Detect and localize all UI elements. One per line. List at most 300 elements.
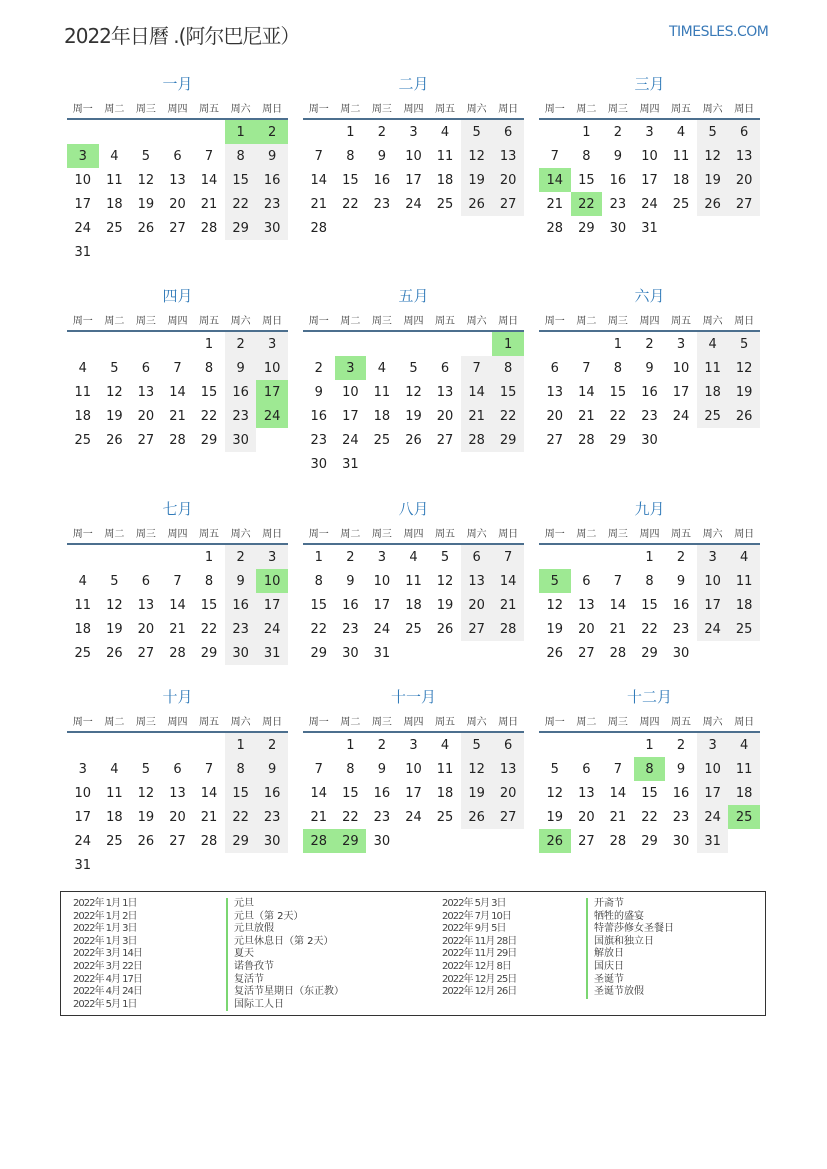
day-cell[interactable]: 23: [256, 192, 288, 216]
day-cell[interactable]: 2: [225, 544, 257, 569]
day-cell[interactable]: 20: [492, 168, 524, 192]
day-cell[interactable]: 22: [571, 192, 603, 216]
day-cell[interactable]: 20: [461, 593, 493, 617]
day-cell[interactable]: 27: [137, 432, 155, 448]
day-cell[interactable]: 26: [539, 829, 571, 853]
day-cell[interactable]: 28: [200, 833, 218, 849]
day-cell[interactable]: 6: [492, 732, 524, 757]
day-cell[interactable]: 13: [492, 144, 524, 168]
day-cell[interactable]: 18: [106, 809, 123, 825]
day-cell[interactable]: 26: [546, 645, 564, 661]
day-cell[interactable]: 16: [672, 785, 690, 801]
day-cell[interactable]: 13: [461, 569, 493, 593]
day-cell[interactable]: 16: [641, 384, 658, 400]
day-cell[interactable]: 10: [697, 569, 729, 593]
day-cell[interactable]: 17: [697, 781, 729, 805]
day-cell[interactable]: 29: [225, 829, 257, 853]
day-cell[interactable]: 27: [461, 617, 493, 641]
day-cell[interactable]: 25: [697, 404, 729, 428]
day-cell[interactable]: 9: [225, 356, 257, 380]
day-cell[interactable]: 8: [492, 356, 524, 380]
day-cell[interactable]: 19: [405, 408, 422, 424]
day-cell[interactable]: 14: [200, 785, 218, 801]
day-cell[interactable]: 27: [169, 833, 186, 849]
day-cell[interactable]: 9: [346, 573, 355, 589]
day-cell[interactable]: 23: [373, 809, 391, 825]
day-cell[interactable]: 30: [310, 456, 328, 472]
day-cell[interactable]: 2: [676, 549, 686, 565]
day-cell[interactable]: 26: [728, 404, 760, 428]
day-cell[interactable]: 13: [137, 597, 155, 613]
day-cell[interactable]: 7: [173, 573, 182, 589]
day-cell[interactable]: 8: [582, 148, 591, 164]
day-cell[interactable]: 12: [697, 144, 729, 168]
day-cell[interactable]: 17: [256, 593, 288, 617]
day-cell[interactable]: 30: [225, 641, 257, 665]
day-cell[interactable]: 9: [676, 573, 686, 589]
day-cell[interactable]: 16: [373, 172, 391, 188]
day-cell[interactable]: 9: [645, 360, 654, 376]
day-cell[interactable]: 8: [634, 757, 666, 781]
day-cell[interactable]: 5: [409, 360, 418, 376]
day-cell[interactable]: 5: [141, 761, 151, 777]
day-cell[interactable]: 16: [256, 781, 288, 805]
day-cell[interactable]: 2: [377, 124, 387, 140]
day-cell[interactable]: 18: [405, 597, 422, 613]
day-cell[interactable]: 22: [225, 192, 257, 216]
day-cell[interactable]: 3: [256, 331, 288, 356]
day-cell[interactable]: 5: [550, 761, 559, 777]
day-cell[interactable]: 19: [461, 168, 493, 192]
day-cell[interactable]: 3: [697, 732, 729, 757]
day-cell[interactable]: 6: [492, 119, 524, 144]
day-cell[interactable]: 1: [582, 124, 591, 140]
day-cell[interactable]: 11: [728, 569, 760, 593]
day-cell[interactable]: 22: [342, 809, 359, 825]
day-cell[interactable]: 27: [492, 805, 524, 829]
day-cell[interactable]: 5: [440, 549, 450, 565]
day-cell[interactable]: 25: [74, 432, 92, 448]
day-cell[interactable]: 21: [169, 408, 186, 424]
day-cell[interactable]: 26: [137, 220, 155, 236]
day-cell[interactable]: 20: [137, 408, 155, 424]
day-cell[interactable]: 9: [613, 148, 623, 164]
day-cell[interactable]: 24: [373, 621, 391, 637]
day-cell[interactable]: 24: [256, 404, 288, 428]
day-cell[interactable]: 7: [492, 544, 524, 569]
day-cell[interactable]: 25: [672, 196, 690, 212]
day-cell[interactable]: 25: [106, 220, 123, 236]
day-cell[interactable]: 11: [728, 757, 760, 781]
day-cell[interactable]: 31: [641, 220, 658, 236]
day-cell[interactable]: 23: [256, 805, 288, 829]
day-cell[interactable]: 28: [578, 432, 595, 448]
day-cell[interactable]: 28: [169, 645, 186, 661]
day-cell[interactable]: 20: [578, 621, 595, 637]
day-cell[interactable]: 3: [335, 356, 367, 380]
day-cell[interactable]: 15: [342, 172, 359, 188]
day-cell[interactable]: 22: [200, 408, 218, 424]
day-cell[interactable]: 20: [169, 809, 186, 825]
day-cell[interactable]: 3: [67, 144, 99, 168]
day-cell[interactable]: 24: [405, 809, 422, 825]
day-cell[interactable]: 31: [74, 244, 92, 260]
day-cell[interactable]: 11: [74, 384, 92, 400]
day-cell[interactable]: 19: [106, 408, 123, 424]
day-cell[interactable]: 3: [409, 737, 418, 753]
day-cell[interactable]: 26: [106, 645, 123, 661]
day-cell[interactable]: 15: [310, 597, 328, 613]
day-cell[interactable]: 2: [314, 360, 323, 376]
day-cell[interactable]: 12: [461, 144, 493, 168]
day-cell[interactable]: 23: [225, 404, 257, 428]
day-cell[interactable]: 9: [225, 569, 257, 593]
day-cell[interactable]: 16: [225, 380, 257, 404]
day-cell[interactable]: 26: [137, 833, 155, 849]
day-cell[interactable]: 3: [256, 544, 288, 569]
day-cell[interactable]: 15: [641, 785, 658, 801]
day-cell[interactable]: 22: [200, 621, 218, 637]
day-cell[interactable]: 6: [173, 148, 182, 164]
day-cell[interactable]: 7: [314, 761, 323, 777]
day-cell[interactable]: 22: [641, 621, 658, 637]
day-cell[interactable]: 29: [225, 216, 257, 240]
day-cell[interactable]: 12: [546, 597, 564, 613]
day-cell[interactable]: 28: [546, 220, 564, 236]
day-cell[interactable]: 18: [697, 380, 729, 404]
day-cell[interactable]: 12: [436, 573, 454, 589]
day-cell[interactable]: 4: [728, 732, 760, 757]
day-cell[interactable]: 3: [377, 549, 387, 565]
day-cell[interactable]: 18: [672, 172, 690, 188]
day-cell[interactable]: 21: [200, 196, 218, 212]
day-cell[interactable]: 20: [436, 408, 454, 424]
day-cell[interactable]: 24: [74, 833, 92, 849]
day-cell[interactable]: 7: [550, 148, 559, 164]
day-cell[interactable]: 31: [74, 857, 92, 873]
day-cell[interactable]: 26: [106, 432, 123, 448]
day-cell[interactable]: 27: [169, 220, 186, 236]
day-cell[interactable]: 8: [314, 573, 323, 589]
day-cell[interactable]: 21: [492, 593, 524, 617]
day-cell[interactable]: 4: [78, 573, 87, 589]
day-cell[interactable]: 24: [697, 617, 729, 641]
day-cell[interactable]: 14: [578, 384, 595, 400]
day-cell[interactable]: 16: [342, 597, 359, 613]
day-cell[interactable]: 6: [550, 360, 559, 376]
day-cell[interactable]: 18: [728, 593, 760, 617]
day-cell[interactable]: 16: [256, 168, 288, 192]
day-cell[interactable]: 30: [256, 216, 288, 240]
day-cell[interactable]: 17: [405, 785, 422, 801]
day-cell[interactable]: 23: [225, 617, 257, 641]
day-cell[interactable]: 22: [310, 621, 328, 637]
day-cell[interactable]: 10: [256, 356, 288, 380]
day-cell[interactable]: 30: [373, 833, 391, 849]
day-cell[interactable]: 24: [697, 805, 729, 829]
day-cell[interactable]: 15: [200, 384, 218, 400]
day-cell[interactable]: 6: [440, 360, 450, 376]
day-cell[interactable]: 24: [641, 196, 658, 212]
day-cell[interactable]: 15: [225, 168, 257, 192]
day-cell[interactable]: 5: [461, 119, 493, 144]
day-cell[interactable]: 18: [106, 196, 123, 212]
day-cell[interactable]: 1: [492, 331, 524, 356]
day-cell[interactable]: 2: [256, 119, 288, 144]
day-cell[interactable]: 26: [405, 432, 422, 448]
day-cell[interactable]: 1: [314, 549, 323, 565]
day-cell[interactable]: 4: [110, 761, 119, 777]
day-cell[interactable]: 26: [697, 192, 729, 216]
day-cell[interactable]: 11: [697, 356, 729, 380]
day-cell[interactable]: 27: [436, 432, 454, 448]
day-cell[interactable]: 13: [492, 757, 524, 781]
day-cell[interactable]: 21: [609, 621, 627, 637]
day-cell[interactable]: 2: [225, 331, 257, 356]
day-cell[interactable]: 13: [436, 384, 454, 400]
day-cell[interactable]: 9: [676, 761, 686, 777]
day-cell[interactable]: 16: [672, 597, 690, 613]
day-cell[interactable]: 8: [225, 144, 257, 168]
day-cell[interactable]: 10: [74, 785, 92, 801]
day-cell[interactable]: 8: [346, 761, 355, 777]
day-cell[interactable]: 19: [546, 809, 564, 825]
day-cell[interactable]: 17: [256, 380, 288, 404]
day-cell[interactable]: 17: [342, 408, 359, 424]
day-cell[interactable]: 29: [492, 428, 524, 452]
day-cell[interactable]: 2: [676, 737, 686, 753]
day-cell[interactable]: 4: [440, 737, 450, 753]
day-cell[interactable]: 4: [377, 360, 387, 376]
day-cell[interactable]: 2: [346, 549, 355, 565]
day-cell[interactable]: 1: [346, 737, 355, 753]
day-cell[interactable]: 21: [169, 621, 186, 637]
day-cell[interactable]: 7: [204, 761, 214, 777]
day-cell[interactable]: 15: [578, 172, 595, 188]
day-cell[interactable]: 22: [609, 408, 627, 424]
day-cell[interactable]: 13: [169, 172, 186, 188]
day-cell[interactable]: 13: [137, 384, 155, 400]
day-cell[interactable]: 30: [672, 833, 690, 849]
day-cell[interactable]: 5: [461, 732, 493, 757]
day-cell[interactable]: 13: [578, 597, 595, 613]
day-cell[interactable]: 9: [377, 148, 387, 164]
day-cell[interactable]: 26: [461, 805, 493, 829]
day-cell[interactable]: 27: [728, 192, 760, 216]
day-cell[interactable]: 19: [546, 621, 564, 637]
day-cell[interactable]: 1: [346, 124, 355, 140]
day-cell[interactable]: 28: [461, 428, 493, 452]
day-cell[interactable]: 15: [492, 380, 524, 404]
day-cell[interactable]: 6: [461, 544, 493, 569]
day-cell[interactable]: 16: [609, 172, 627, 188]
day-cell[interactable]: 3: [78, 761, 87, 777]
day-cell[interactable]: 18: [728, 781, 760, 805]
day-cell[interactable]: 16: [310, 408, 328, 424]
day-cell[interactable]: 14: [200, 172, 218, 188]
day-cell[interactable]: 25: [405, 621, 422, 637]
day-cell[interactable]: 14: [609, 597, 627, 613]
day-cell[interactable]: 27: [492, 192, 524, 216]
day-cell[interactable]: 11: [74, 597, 92, 613]
day-cell[interactable]: 11: [405, 573, 422, 589]
day-cell[interactable]: 25: [728, 805, 760, 829]
day-cell[interactable]: 30: [672, 645, 690, 661]
day-cell[interactable]: 11: [436, 761, 454, 777]
day-cell[interactable]: 4: [78, 360, 87, 376]
day-cell[interactable]: 5: [110, 360, 119, 376]
day-cell[interactable]: 22: [492, 404, 524, 428]
day-cell[interactable]: 14: [310, 172, 328, 188]
day-cell[interactable]: 25: [106, 833, 123, 849]
day-cell[interactable]: 8: [645, 573, 654, 589]
day-cell[interactable]: 1: [225, 732, 257, 757]
day-cell[interactable]: 15: [225, 781, 257, 805]
day-cell[interactable]: 21: [546, 196, 564, 212]
day-cell[interactable]: 3: [676, 336, 686, 352]
day-cell[interactable]: 1: [613, 336, 623, 352]
day-cell[interactable]: 28: [303, 829, 335, 853]
day-cell[interactable]: 2: [613, 124, 623, 140]
day-cell[interactable]: 7: [461, 356, 493, 380]
day-cell[interactable]: 14: [539, 168, 571, 192]
day-cell[interactable]: 31: [342, 456, 359, 472]
day-cell[interactable]: 12: [405, 384, 422, 400]
day-cell[interactable]: 28: [310, 220, 328, 236]
day-cell[interactable]: 29: [310, 645, 328, 661]
day-cell[interactable]: 10: [74, 172, 92, 188]
day-cell[interactable]: 10: [405, 148, 422, 164]
day-cell[interactable]: 7: [173, 360, 182, 376]
day-cell[interactable]: 28: [492, 617, 524, 641]
day-cell[interactable]: 24: [74, 220, 92, 236]
day-cell[interactable]: 19: [728, 380, 760, 404]
day-cell[interactable]: 30: [609, 220, 627, 236]
day-cell[interactable]: 24: [405, 196, 422, 212]
day-cell[interactable]: 26: [436, 621, 454, 637]
day-cell[interactable]: 24: [342, 432, 359, 448]
day-cell[interactable]: 12: [546, 785, 564, 801]
day-cell[interactable]: 19: [137, 809, 155, 825]
day-cell[interactable]: 30: [641, 432, 658, 448]
day-cell[interactable]: 29: [200, 645, 218, 661]
day-cell[interactable]: 6: [173, 761, 182, 777]
day-cell[interactable]: 10: [697, 757, 729, 781]
day-cell[interactable]: 8: [225, 757, 257, 781]
day-cell[interactable]: 8: [204, 360, 214, 376]
day-cell[interactable]: 23: [373, 196, 391, 212]
day-cell[interactable]: 25: [373, 432, 391, 448]
day-cell[interactable]: 18: [74, 621, 92, 637]
day-cell[interactable]: 30: [342, 645, 359, 661]
day-cell[interactable]: 10: [641, 148, 658, 164]
day-cell[interactable]: 18: [373, 408, 391, 424]
day-cell[interactable]: 2: [377, 737, 387, 753]
day-cell[interactable]: 29: [609, 432, 627, 448]
day-cell[interactable]: 4: [728, 544, 760, 569]
day-cell[interactable]: 23: [672, 621, 690, 637]
day-cell[interactable]: 21: [609, 809, 627, 825]
day-cell[interactable]: 31: [697, 829, 729, 853]
day-cell[interactable]: 27: [578, 645, 595, 661]
day-cell[interactable]: 1: [204, 336, 214, 352]
day-cell[interactable]: 17: [672, 384, 690, 400]
day-cell[interactable]: 6: [728, 119, 760, 144]
day-cell[interactable]: 23: [342, 621, 359, 637]
day-cell[interactable]: 9: [256, 144, 288, 168]
day-cell[interactable]: 23: [672, 809, 690, 825]
day-cell[interactable]: 9: [256, 757, 288, 781]
day-cell[interactable]: 5: [141, 148, 151, 164]
day-cell[interactable]: 23: [609, 196, 627, 212]
day-cell[interactable]: 9: [377, 761, 387, 777]
day-cell[interactable]: 10: [373, 573, 391, 589]
day-cell[interactable]: 11: [373, 384, 391, 400]
day-cell[interactable]: 31: [373, 645, 391, 661]
day-cell[interactable]: 10: [405, 761, 422, 777]
day-cell[interactable]: 29: [200, 432, 218, 448]
day-cell[interactable]: 30: [256, 829, 288, 853]
day-cell[interactable]: 4: [697, 331, 729, 356]
day-cell[interactable]: 21: [200, 809, 218, 825]
day-cell[interactable]: 29: [578, 220, 595, 236]
day-cell[interactable]: 14: [169, 597, 186, 613]
day-cell[interactable]: 12: [137, 172, 155, 188]
day-cell[interactable]: 6: [582, 761, 591, 777]
day-cell[interactable]: 1: [645, 549, 654, 565]
day-cell[interactable]: 11: [106, 785, 123, 801]
day-cell[interactable]: 23: [310, 432, 328, 448]
day-cell[interactable]: 13: [169, 785, 186, 801]
day-cell[interactable]: 18: [436, 785, 454, 801]
day-cell[interactable]: 2: [256, 732, 288, 757]
day-cell[interactable]: 4: [440, 124, 450, 140]
day-cell[interactable]: 7: [582, 360, 591, 376]
day-cell[interactable]: 16: [373, 785, 391, 801]
day-cell[interactable]: 14: [492, 569, 524, 593]
day-cell[interactable]: 28: [200, 220, 218, 236]
day-cell[interactable]: 14: [609, 785, 627, 801]
day-cell[interactable]: 20: [492, 781, 524, 805]
day-cell[interactable]: 2: [645, 336, 654, 352]
day-cell[interactable]: 28: [169, 432, 186, 448]
day-cell[interactable]: 27: [578, 833, 595, 849]
day-cell[interactable]: 13: [546, 384, 564, 400]
day-cell[interactable]: 15: [200, 597, 218, 613]
day-cell[interactable]: 4: [409, 549, 418, 565]
day-cell[interactable]: 7: [613, 761, 623, 777]
day-cell[interactable]: 5: [697, 119, 729, 144]
day-cell[interactable]: 20: [728, 168, 760, 192]
day-cell[interactable]: 8: [204, 573, 214, 589]
day-cell[interactable]: 20: [169, 196, 186, 212]
day-cell[interactable]: 11: [672, 148, 690, 164]
day-cell[interactable]: 20: [137, 621, 155, 637]
day-cell[interactable]: 21: [578, 408, 595, 424]
day-cell[interactable]: 14: [461, 380, 493, 404]
day-cell[interactable]: 25: [436, 809, 454, 825]
day-cell[interactable]: 22: [641, 809, 658, 825]
day-cell[interactable]: 8: [613, 360, 623, 376]
day-cell[interactable]: 20: [546, 408, 564, 424]
day-cell[interactable]: 20: [578, 809, 595, 825]
day-cell[interactable]: 19: [436, 597, 454, 613]
day-cell[interactable]: 23: [641, 408, 658, 424]
day-cell[interactable]: 17: [74, 196, 92, 212]
day-cell[interactable]: 21: [310, 196, 328, 212]
day-cell[interactable]: 22: [342, 196, 359, 212]
day-cell[interactable]: 10: [672, 360, 690, 376]
